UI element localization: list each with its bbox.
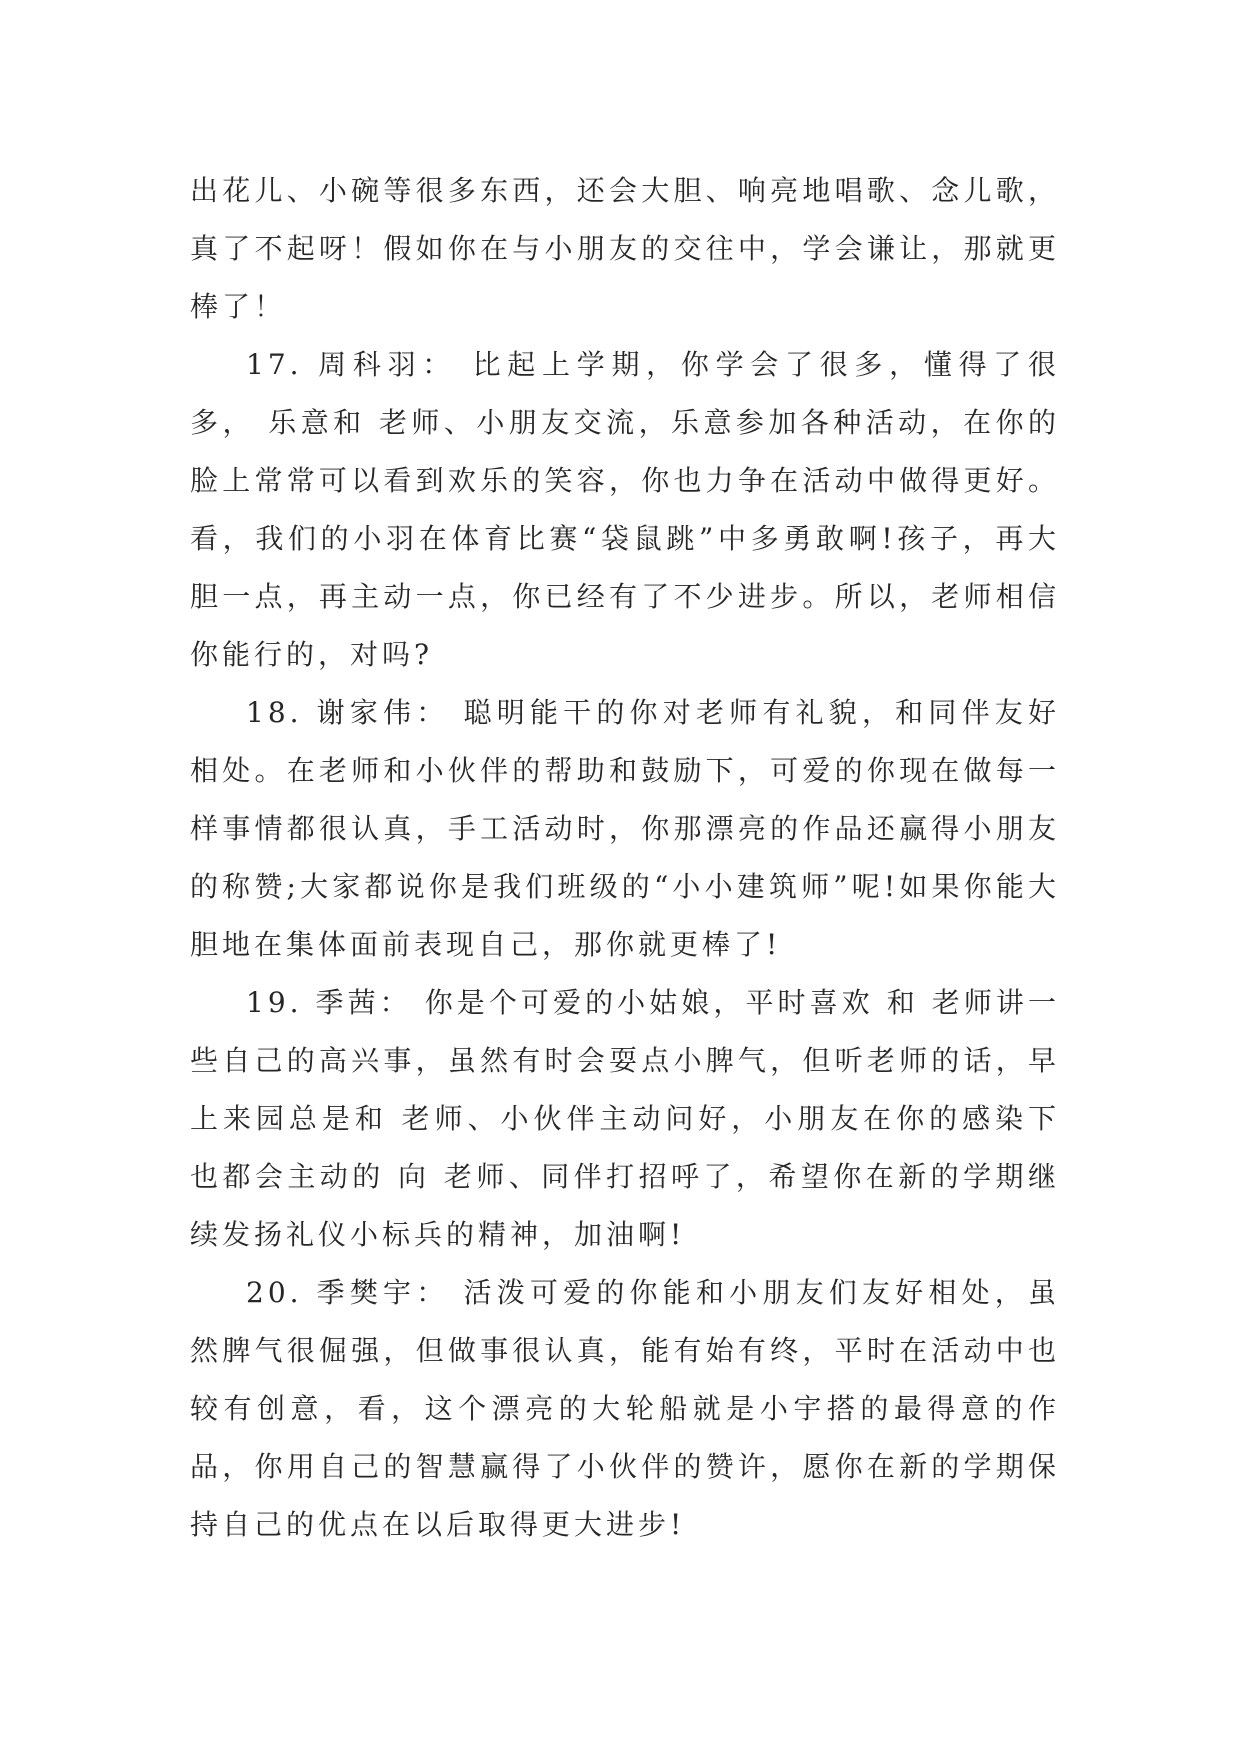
document-body — [190, 162, 1060, 1554]
paragraph-comment-18: 18. 谢家伟： 聪明能干的你对老师有礼貌，和同伴友好相处。在老师和小伙伴的帮助和鼓励下，可爱的你现在做每一样事情都很认真，手工活动时，你那漂亮的作品还赢得小朋友的称赞;大家都说你是我们班级的“小小建筑师”呢!如果你能大胆地在集体面前表现自己，那你就更棒了! — [190, 696, 1060, 961]
paragraph-comment-20: 20. 季樊宇： 活泼可爱的你能和小朋友们友好相处，虽然脾气很倔强，但做事很认真，能有始有终，平时在活动中也较有创意，看，这个漂亮的大轮船就是小宇搭的最得意的作品，你用自己的智慧赢得了小伙伴的赞许，愿你在新的学期保持自己的优点在以后取得更大进步! — [190, 1276, 1060, 1541]
paragraph-continuation: 出花儿、小碗等很多东西，还会大胆、响亮地唱歌、念儿歌，真了不起呀！假如你在与小朋友的交往中，学会谦让，那就更棒了！ — [190, 174, 1060, 323]
paragraph-comment-17: 17. 周科羽： 比起上学期，你学会了很多，懂得了很多， 乐意和 老师、小朋友交流，乐意参加各种活动，在你的脸上常常可以看到欢乐的笑容，你也力争在活动中做得更好。看，我们的小羽在体育比赛“袋鼠跳”中多勇敢啊!孩子，再大胆一点，再主动一点，你已经有了不少进步。所以，老师相信你能行的，对吗? — [190, 348, 1060, 671]
paragraph-comment-19: 19. 季茜： 你是个可爱的小姑娘，平时喜欢 和 老师讲一些自己的高兴事，虽然有时会耍点小脾气，但听老师的话，早上来园总是和 老师、小伙伴主动问好，小朋友在你的感染下也都会主动的 向 老师、同伴打招呼了，希望你在新的学期继续发扬礼仪小标兵的精神，加油啊! — [190, 986, 1060, 1251]
